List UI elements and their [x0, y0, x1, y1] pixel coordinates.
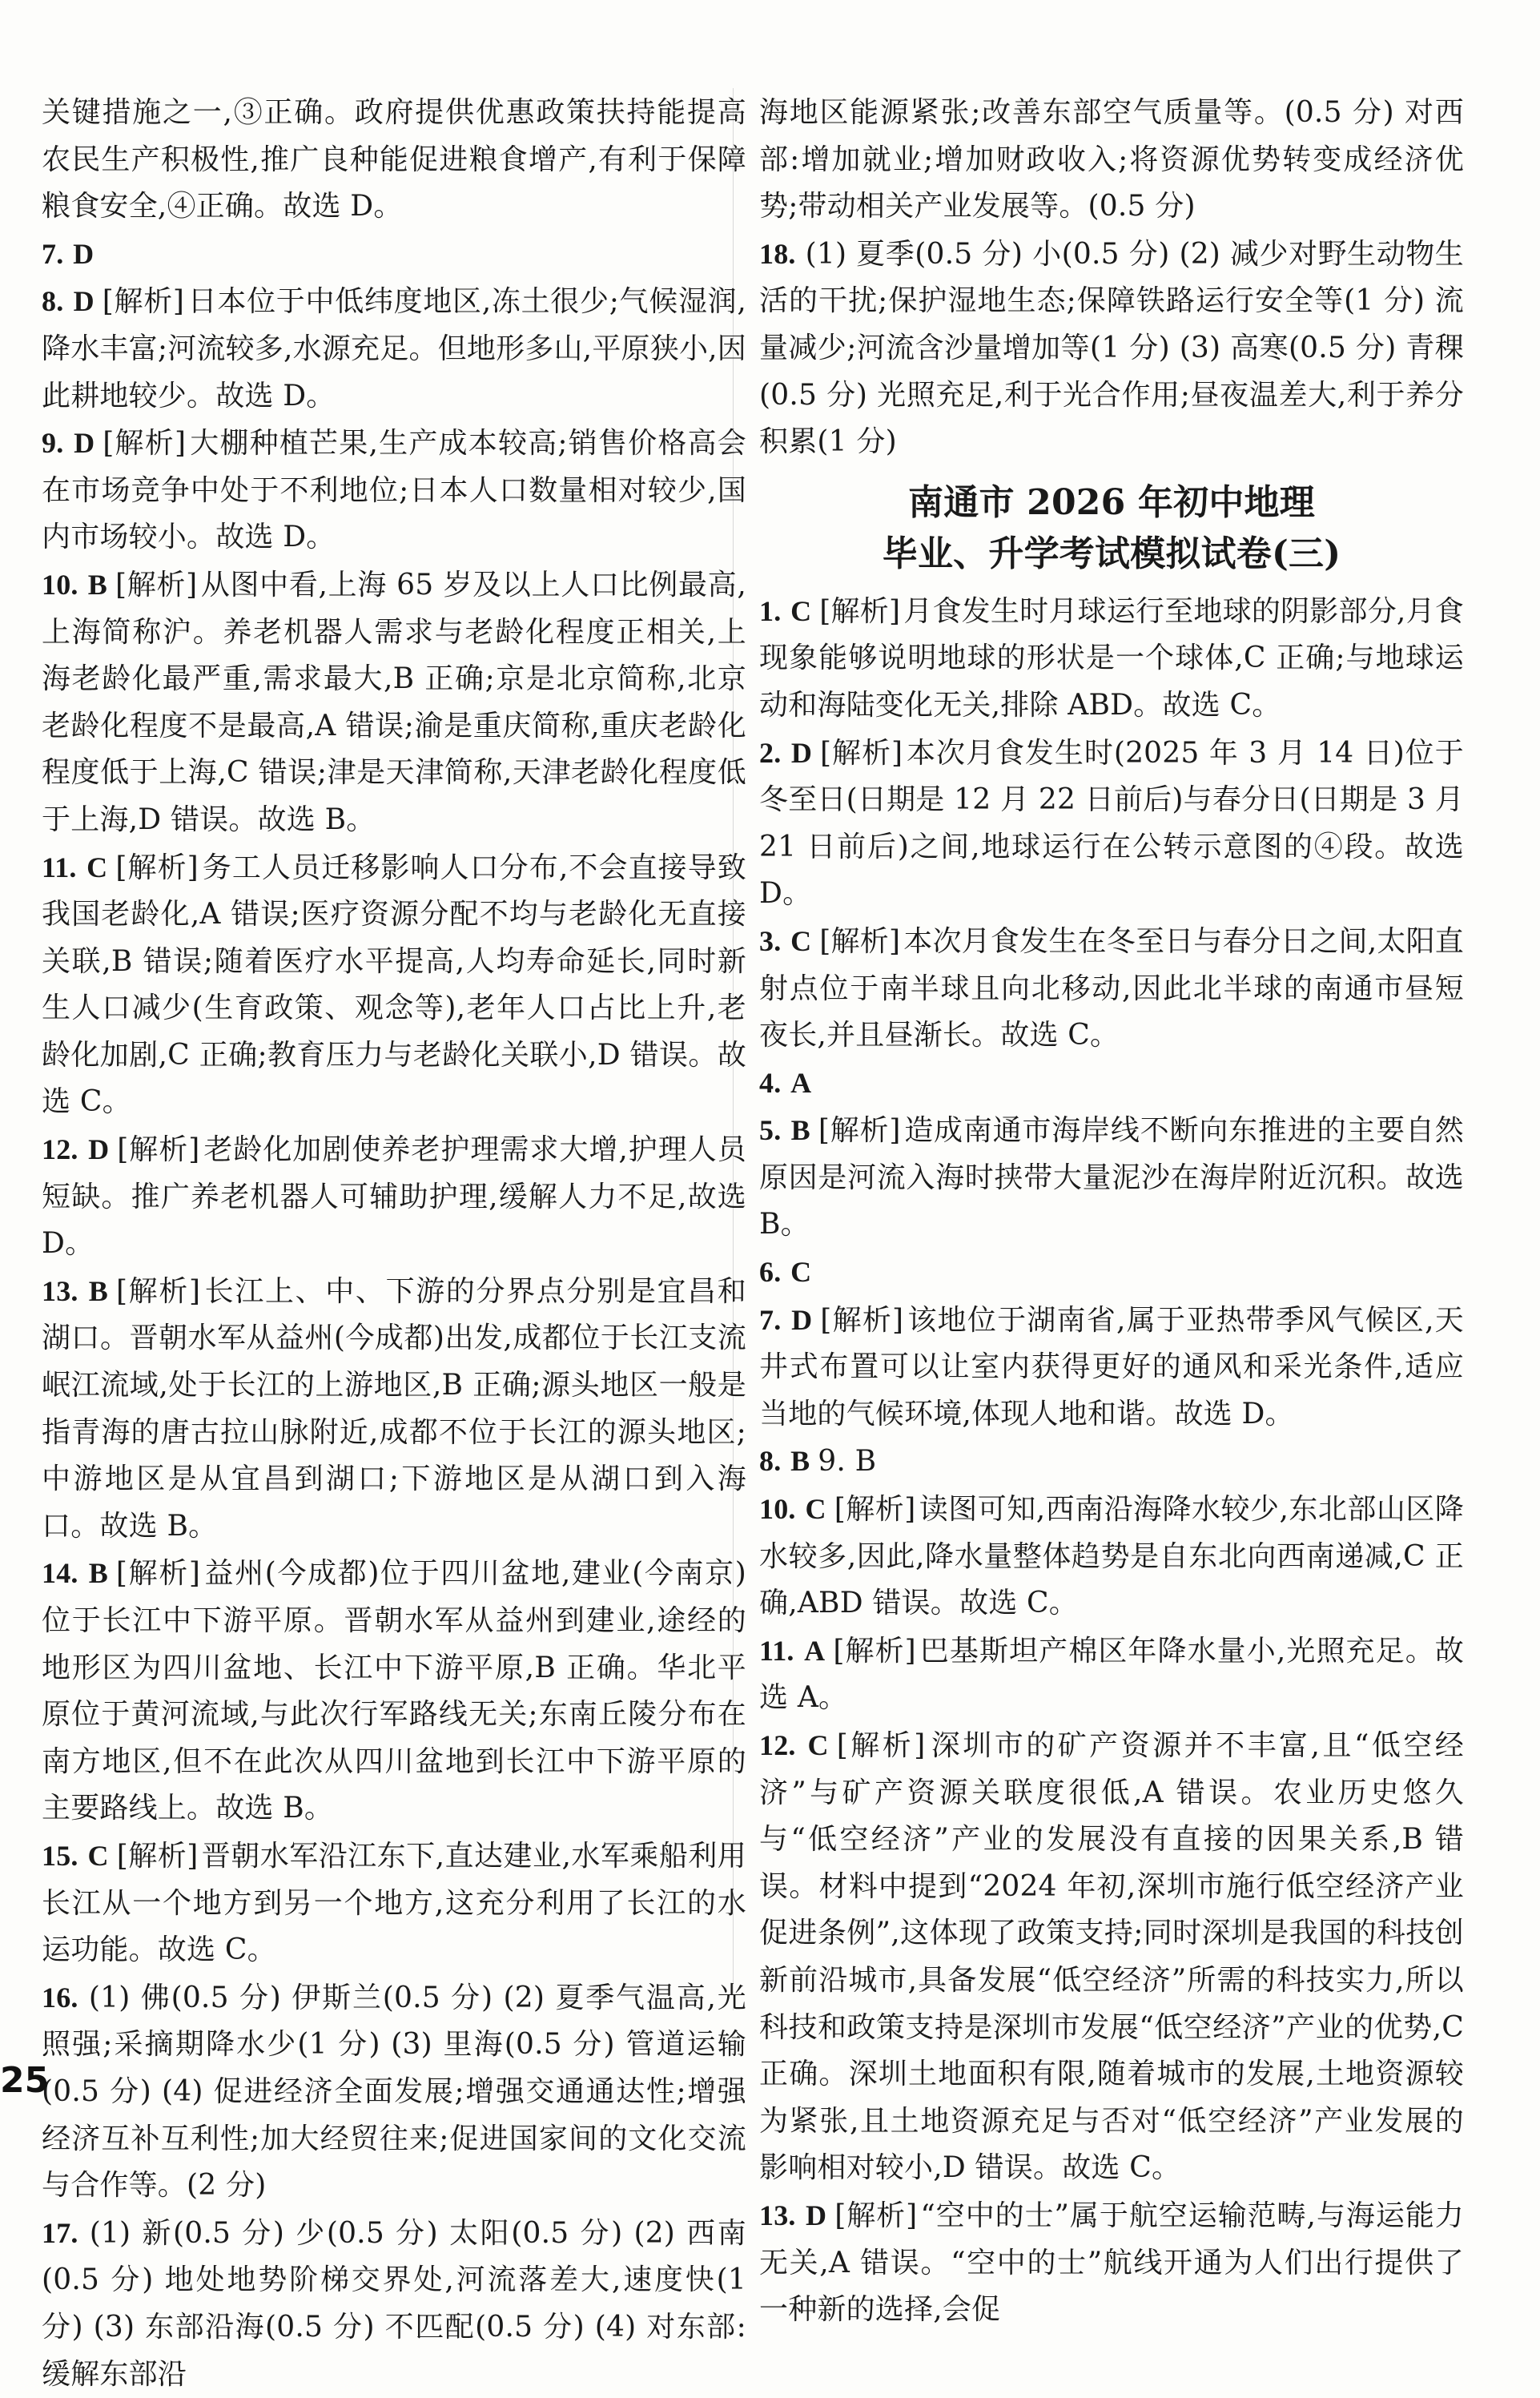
answer-item — [42, 844, 746, 1127]
question-number: 2. — [759, 736, 782, 769]
answer-letter: C — [805, 1493, 826, 1526]
answer-item — [42, 1974, 746, 2210]
answer-text: (1) 佛(0.5 分) 伊斯兰(0.5 分) (2) 夏季气温高,光照强;采摘期降水少(1 分) (3) 里海(0.5 分) 管道运输(0.5 分) (4) 促进经济全面发展;增强交通通达性;增强经济互补互利性;加大经贸往来;促进国家间的文化交流与合作等。(2 分) — [42, 1981, 746, 2203]
analysis-tag: [解析] — [836, 1729, 926, 1762]
analysis-tag: [解析] — [819, 594, 901, 628]
answer-letter: A — [790, 1066, 812, 1099]
left-column — [42, 90, 746, 2398]
question-number: 4. — [759, 1066, 782, 1099]
answer-text: 本次月食发生时(2025 年 3 月 14 日)位于冬至日(日期是 12 月 22 日前后)与春分日(日期是 3 月 21 日前后)之间,地球运行在公转示意图的④段。故选 D。 — [759, 736, 1464, 911]
answer-letter: C — [790, 594, 812, 627]
question-number: 1. — [759, 594, 782, 627]
analysis-tag: [解析] — [820, 1303, 904, 1337]
analysis-tag: [解析] — [820, 736, 903, 770]
answer-text: 日本位于中低纬度地区,冻土很少;气候湿润,降水丰富;河流较多,水源充足。但地形多山,平原狭小,因此耕地较少。故选 D。 — [42, 285, 746, 412]
answer-letter: C — [807, 1729, 829, 1761]
answer-item — [759, 1249, 1464, 1297]
analysis-tag: [解析] — [818, 1114, 901, 1148]
right-column-top — [759, 90, 1464, 466]
answer-item — [42, 561, 746, 844]
answer-letter: D — [88, 1133, 110, 1166]
question-number: 18. — [759, 237, 796, 270]
answer-letter: C — [87, 1839, 109, 1872]
question-number: 7. — [42, 237, 64, 270]
answer-letter: C — [790, 924, 812, 957]
answer-letter: D — [73, 285, 94, 318]
right-column — [759, 90, 1464, 2334]
question-number: 7. — [759, 1303, 782, 1336]
analysis-tag: [解析] — [103, 427, 187, 461]
analysis-tag: [解析] — [115, 568, 198, 602]
answer-letter: C — [86, 851, 108, 883]
question-number: 13. — [759, 2199, 796, 2231]
answer-text: 月食发生时月球运行至地球的阴影部分,月食现象能够说明地球的形状是一个球体,C 正确;与地球运动和海陆变化无关,排除 ABD。故选 C。 — [759, 594, 1465, 722]
answer-item — [759, 1107, 1464, 1249]
section-title-line1: 南通市 2026 年初中地理 — [908, 481, 1315, 523]
answer-text: 读图可知,西南沿海降水较少,东北部山区降水较多,因此,降水量整体趋势是自东北向西南递减,C 正确,ABD 错误。故选 C。 — [759, 1493, 1464, 1620]
answer-letter: D — [791, 1303, 813, 1336]
answer-text: 益州(今成都)位于四川盆地,建业(今南京)位于长江中下游平原。晋朝水军从益州到建业,途经的地形区为四川盆地、长江中下游平原,B 正确。华北平原位于黄河流域,与此次行军路线无关;东南丘陵分布在南方地区,但不在此次从四川盆地到长江中下游平原的主要路线上。故选 B。 — [42, 1557, 746, 1825]
answer-item — [42, 278, 746, 420]
answer-item — [759, 231, 1464, 466]
question-number: 8. — [759, 1445, 782, 1478]
answer-letter: C — [790, 1256, 812, 1289]
answer-text: 老龄化加剧使养老护理需求大增,护理人员短缺。推广养老机器人可辅助护理,缓解人力不足,故选 D。 — [42, 1133, 746, 1261]
analysis-tag: [解析] — [117, 1133, 200, 1167]
answer-text: 务工人员迁移影响人口分布,不会直接导致我国老龄化,A 错误;医疗资源分配不均与老龄化无直接关联,B 错误;随着医疗水平提高,人均寿命延长,同时新生人口减少(生育政策、观念等),老年人口占比上升,老龄化加剧,C 正确;教育压力与老龄化关联小,D 错误。故选 C。 — [42, 851, 746, 1119]
answer-text: (1) 新(0.5 分) 少(0.5 分) 太阳(0.5 分) (2) 西南(0.5 分) 地处地势阶梯交界处,河流落差大,速度快(1 分) (3) 东部沿海(0.5 分) 不匹配(0.5 分) (4) 对东部:缓解东部沿 — [42, 2216, 746, 2391]
answer-item — [42, 420, 746, 561]
analysis-tag: [解析] — [116, 1839, 199, 1873]
question-number: 15. — [42, 1839, 78, 1872]
answer-item — [759, 2192, 1464, 2334]
answer-item — [759, 90, 1464, 231]
answer-item — [759, 1628, 1464, 1722]
answer-text: 晋朝水军沿江东下,直达建业,水军乘船利用长江从一个地方到另一个地方,这充分利用了长江的水运功能。故选 C。 — [42, 1839, 746, 1967]
answer-item — [42, 90, 746, 231]
answer-text: 造成南通市海岸线不断向东推进的主要自然原因是河流入海时挟带大量泥沙在海岸附近沉积。故选 B。 — [759, 1114, 1464, 1241]
answer-item — [42, 2210, 746, 2398]
right-column-bottom — [759, 588, 1464, 2334]
answer-item — [759, 1438, 1464, 1486]
answer-item — [42, 1268, 746, 1551]
answer-text: (1) 夏季(0.5 分) 小(0.5 分) (2) 减少对野生动物生活的干扰;保护湿地生态;保障铁路运行安全等(1 分) 流量减少;河流含沙量增加等(1 分) (3) 高寒(0.5 分) 青稞(0.5 分) 光照充足,利于光合作用;昼夜温差大,利于养分积累(1 分) — [759, 237, 1464, 459]
analysis-tag: [解析] — [115, 1557, 201, 1591]
section-title-line2: 毕业、升学考试模拟试卷(三) — [882, 533, 1341, 574]
question-number: 6. — [759, 1256, 782, 1289]
question-number: 5. — [759, 1114, 782, 1147]
answer-letter: A — [804, 1634, 826, 1667]
analysis-tag: [解析] — [833, 1634, 916, 1668]
answer-letter: B — [88, 1274, 108, 1307]
answer-text: 本次月食发生在冬至日与春分日之间,太阳直射点位于南半球且向北移动,因此北半球的南通市昼短夜长,并且昼渐长。故选 C。 — [759, 924, 1465, 1052]
answer-letter: B — [88, 1557, 108, 1590]
page-number: 25 — [0, 2060, 50, 2101]
answer-item — [759, 1722, 1464, 2192]
answer-item — [759, 730, 1464, 918]
question-number: 3. — [759, 924, 782, 957]
answer-text: 深圳市的矿产资源并不丰富,且“低空经济”与矿产资源关联度很低,A 错误。农业历史悠久与“低空经济”产业的发展没有直接的因果关系,B 错误。材料中提到“2024 年初,深圳市施行低空经济产业促进条例”,这体现了政策支持;同时深圳是我国的科技创新前沿城市,具备发展“低空经济”所需的科技实力,所以科技和政策支持是深圳市发展“低空经济”产业的优势,C 正确。深圳土地面积有限,随着城市的发展,土地资源较为紧张,且土地资源充足与否对“低空经济”产业发展的影响相对较小,D 错误。故选 C。 — [759, 1729, 1464, 2185]
answer-item — [759, 588, 1464, 730]
answer-text: 长江上、中、下游的分界点分别是宜昌和湖口。晋朝水军从益州(今成都)出发,成都位于长江支流岷江流域,处于长江的上游地区,B 正确;源头地区一般是指青海的唐古拉山脉附近,成都不位于长江的源头地区;中游地区是从宜昌到湖口;下游地区是从湖口到入海口。故选 B。 — [42, 1274, 746, 1543]
answer-letter: B — [87, 568, 107, 601]
question-number: 16. — [42, 1981, 78, 2014]
analysis-tag: [解析] — [115, 1274, 201, 1308]
analysis-tag: [解析] — [834, 2199, 918, 2232]
analysis-tag: [解析] — [834, 1493, 916, 1527]
answer-item — [759, 1486, 1464, 1628]
answer-text: 大棚种植芒果,生产成本较高;销售价格高会在市场竞争中处于不利地位;日本人口数量相对较少,国内市场较小。故选 D。 — [42, 427, 746, 554]
answer-item — [42, 1550, 746, 1833]
question-number: 9. — [42, 427, 64, 460]
answer-text: 该地位于湖南省,属于亚热带季风气候区,天井式布置可以让室内获得更好的通风和采光条件,适应当地的气候环境,体现人地和谐。故选 D。 — [759, 1303, 1464, 1430]
answer-text: 海地区能源紧张;改善东部空气质量等。(0.5 分) 对西部:增加就业;增加财政收入;将资源优势转变成经济优势;带动相关产业发展等。(0.5 分) — [759, 96, 1464, 223]
analysis-tag: [解析] — [102, 285, 185, 319]
analysis-tag: [解析] — [115, 851, 199, 884]
question-number: 11. — [759, 1634, 794, 1667]
answer-letter: D — [790, 736, 813, 769]
answer-letter: D — [806, 2199, 827, 2231]
answer-letter: D — [74, 427, 95, 460]
answer-item — [42, 1126, 746, 1268]
answer-text: 9. B — [818, 1445, 877, 1479]
answer-item — [42, 231, 746, 279]
question-number: 14. — [42, 1557, 78, 1590]
answer-letter: B — [790, 1114, 810, 1147]
answer-text: 关键措施之一,③正确。政府提供优惠政策扶持能提高农民生产积极性,推广良种能促进粮食增产,有利于保障粮食安全,④正确。故选 D。 — [42, 96, 746, 223]
question-number: 12. — [759, 1729, 796, 1761]
question-number: 12. — [42, 1133, 78, 1166]
answer-text: 从图中看,上海 65 岁及以上人口比例最高,上海简称沪。养老机器人需求与老龄化程度正相关,上海老龄化最严重,需求最大,B 正确;京是北京简称,北京老龄化程度不是最高,A 错误;渝是重庆简称,重庆老龄化程度低于上海,C 错误;津是天津简称,天津老龄化程度低于上海,D 错误。故选 B。 — [42, 568, 747, 836]
question-number: 8. — [42, 285, 64, 318]
answer-item — [759, 918, 1464, 1060]
answer-item — [42, 1833, 746, 1974]
analysis-tag: [解析] — [819, 924, 901, 958]
question-number: 10. — [42, 568, 78, 601]
question-number: 11. — [42, 851, 77, 883]
answer-item — [759, 1297, 1464, 1438]
answer-item — [759, 1060, 1464, 1108]
answer-letter: D — [73, 237, 94, 270]
question-number: 17. — [42, 2216, 78, 2249]
question-number: 13. — [42, 1274, 78, 1307]
answer-text: 巴基斯坦产棉区年降水量小,光照充足。故选 A。 — [759, 1634, 1464, 1715]
question-number: 10. — [759, 1493, 796, 1526]
answer-text: “空中的士”属于航空运输范畴,与海运能力无关,A 错误。“空中的士”航线开通为人们出行提供了一种新的选择,会促 — [759, 2199, 1464, 2327]
answer-letter: B — [790, 1445, 810, 1478]
